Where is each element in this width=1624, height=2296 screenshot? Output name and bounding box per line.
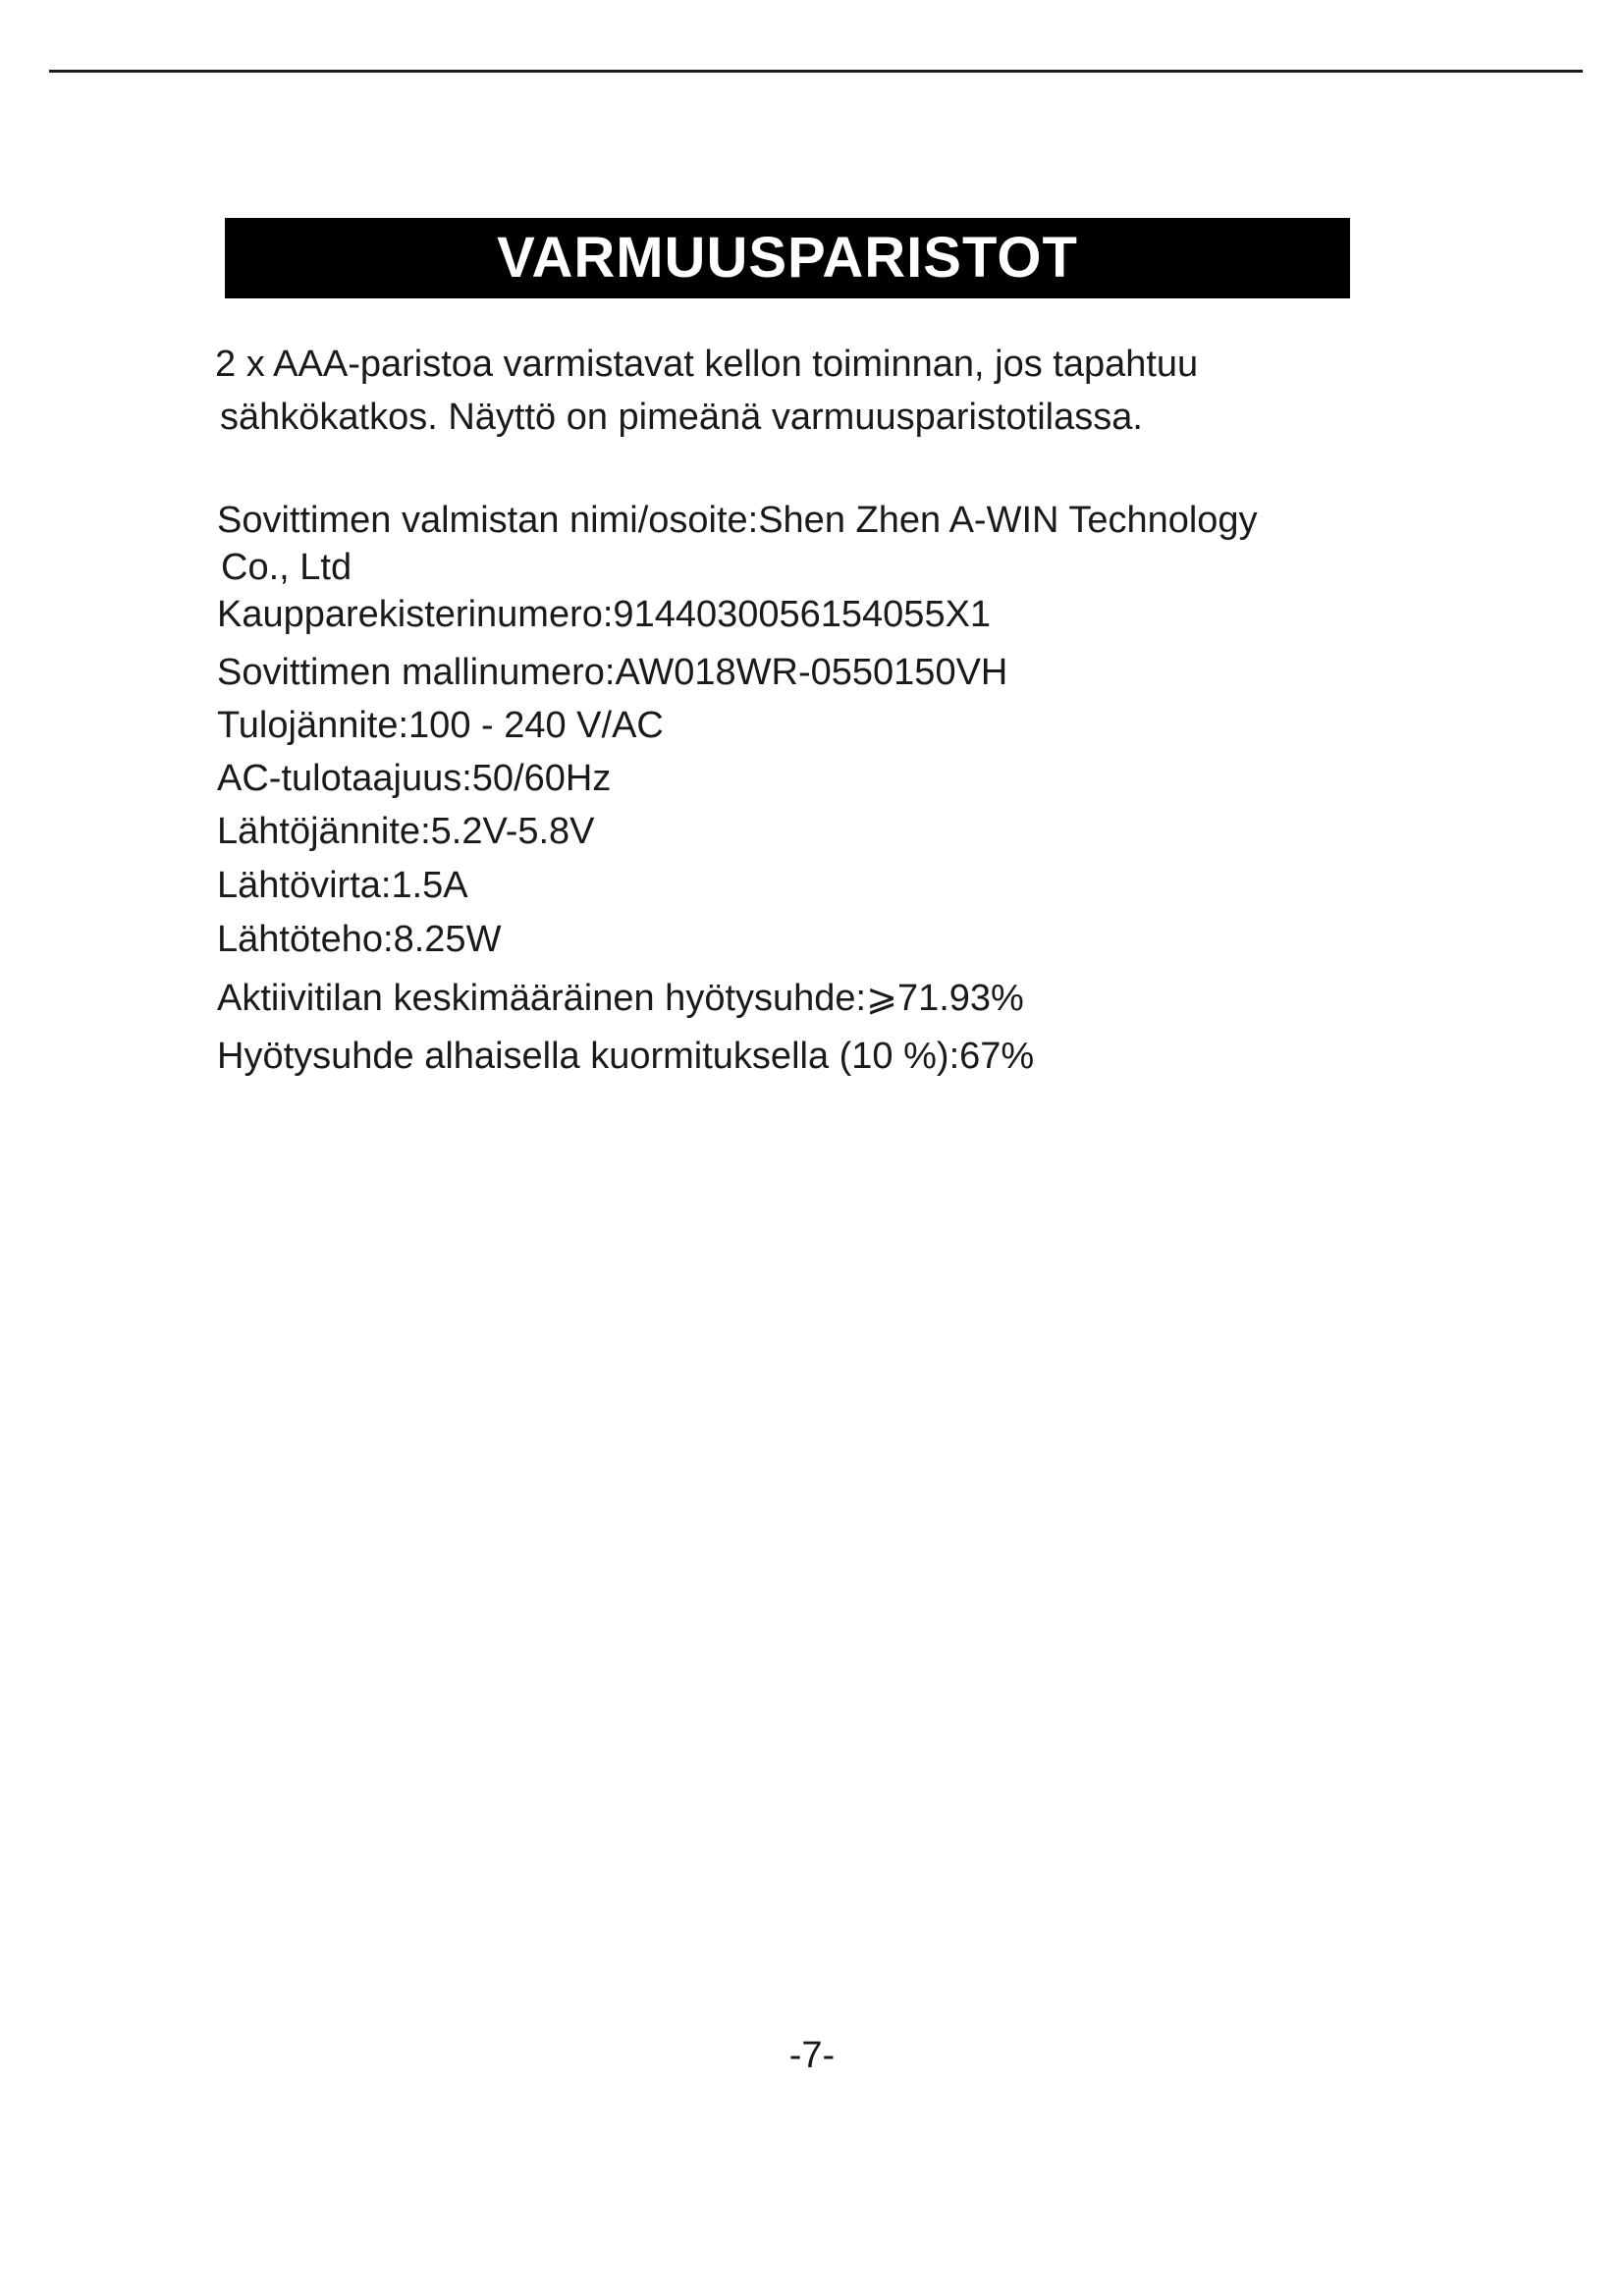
spec-input-voltage: Tulojännite:100 - 240 V/AC	[217, 705, 664, 746]
spec-output-power: Lähtöteho:8.25W	[217, 919, 502, 960]
page-number: -7-	[788, 2035, 836, 2076]
spec-low-load-efficiency: Hyötysuhde alhaisella kuormituksella (10 %):67%	[217, 1036, 1035, 1077]
spec-model-number: Sovittimen mallinumero:AW018WR-0550150VH	[217, 652, 1008, 693]
intro-line: sähkökatkos. Näyttö on pimeänä varmuusparistotilassa.	[220, 397, 1143, 438]
intro-line: 2 x AAA-paristoa varmistavat kellon toiminnan, jos tapahtuu	[215, 344, 1199, 385]
spec-output-voltage: Lähtöjännite:5.2V-5.8V	[217, 811, 595, 852]
spec-active-efficiency: Aktiivitilan keskimääräinen hyötysuhde:⩾71.93%	[217, 978, 1024, 1019]
spec-manufacturer: Sovittimen valmistan nimi/osoite:Shen Zhen A-WIN Technology	[217, 500, 1258, 541]
section-title-bar	[225, 218, 1350, 298]
spec-registry-number: Kaupparekisterinumero:9144030056154055X1	[217, 594, 992, 635]
section-title: VARMUUSPARISTOT	[497, 226, 1078, 290]
top-rule	[49, 70, 1583, 73]
spec-output-current: Lähtövirta:1.5A	[217, 865, 468, 906]
spec-input-frequency: AC-tulotaajuus:50/60Hz	[217, 758, 612, 799]
intro-paragraph	[215, 338, 1393, 444]
spec-manufacturer-continued: Co., Ltd	[221, 547, 352, 588]
